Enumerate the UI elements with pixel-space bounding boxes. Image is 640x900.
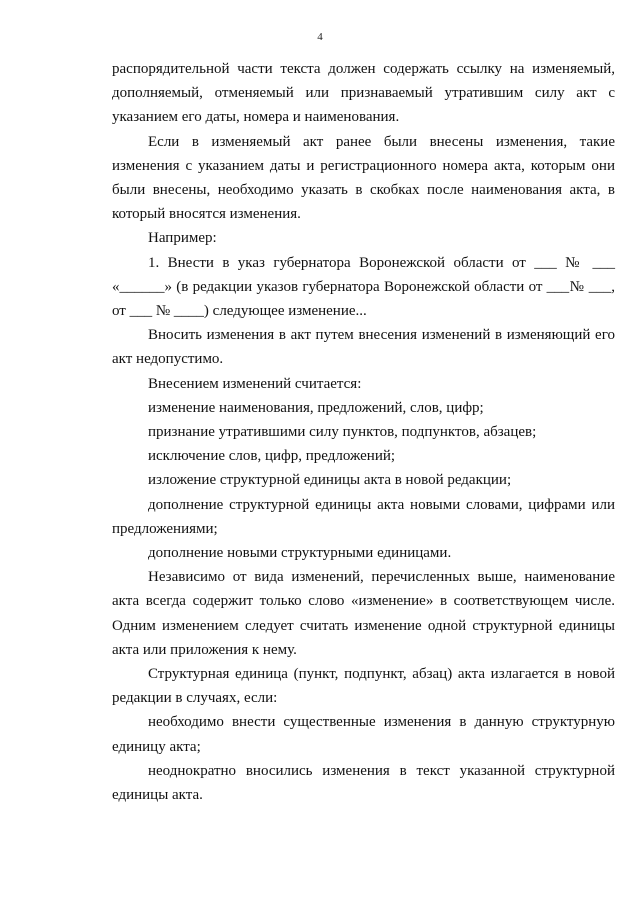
paragraph: Если в изменяемый акт ранее были внесены изменения, такие изменения с указанием даты и регистрационного номера акта, которым они были внесены, необходимо указать в скобках после наименования акта, в который вносятся изменения. [112, 133, 615, 223]
page-number: 4 [317, 31, 323, 43]
list-item: дополнение новыми структурными единицами. [148, 545, 452, 562]
list-item: изложение структурной единицы акта в новой редакции; [148, 472, 512, 489]
list-item: изменение наименования, предложений, слов, цифр; [148, 399, 484, 416]
list-item: неоднократно вносились изменения в текст указанной структурной единицы акта. [112, 762, 615, 804]
list-item: признание утратившими силу пунктов, подпунктов, абзацев; [148, 424, 537, 441]
paragraph: распорядительной части текста должен содержать ссылку на изменяемый, дополняемый, отменяемый или признаваемый утратившим силу акт с указанием его даты, номера и наименования. [112, 61, 615, 126]
list-item: дополнение структурной единицы акта новыми словами, цифрами или предложениями; [112, 496, 615, 537]
list-item: необходимо внести существенные изменения в данную структурную единицу акта; [112, 714, 615, 755]
paragraph: Например: [148, 230, 217, 247]
list-item: исключение слов, цифр, предложений; [148, 448, 396, 465]
paragraph: Вносить изменения в акт путем внесения изменений в изменяющий его акт недопустимо. [112, 327, 615, 368]
example-paragraph: 1. Внести в указ губернатора Воронежской области от ___ № ___ «______» (в редакции указов губернатора Воронежской области от ___№ ___, от ___ № ____) следующее изменение... [112, 254, 615, 320]
paragraph: Структурная единица (пункт, подпункт, абзац) акта излагается в новой редакции в случаях, если: [112, 666, 615, 707]
document-body [112, 57, 615, 807]
list-heading: Внесением изменений считается: [148, 375, 362, 392]
paragraph: Независимо от вида изменений, перечисленных выше, наименование акта всегда содержит только слово «изменение» в соответствующем числе. Одним изменением следует считать изменение одной структурной единицы акта или приложения к нему. [112, 569, 615, 658]
